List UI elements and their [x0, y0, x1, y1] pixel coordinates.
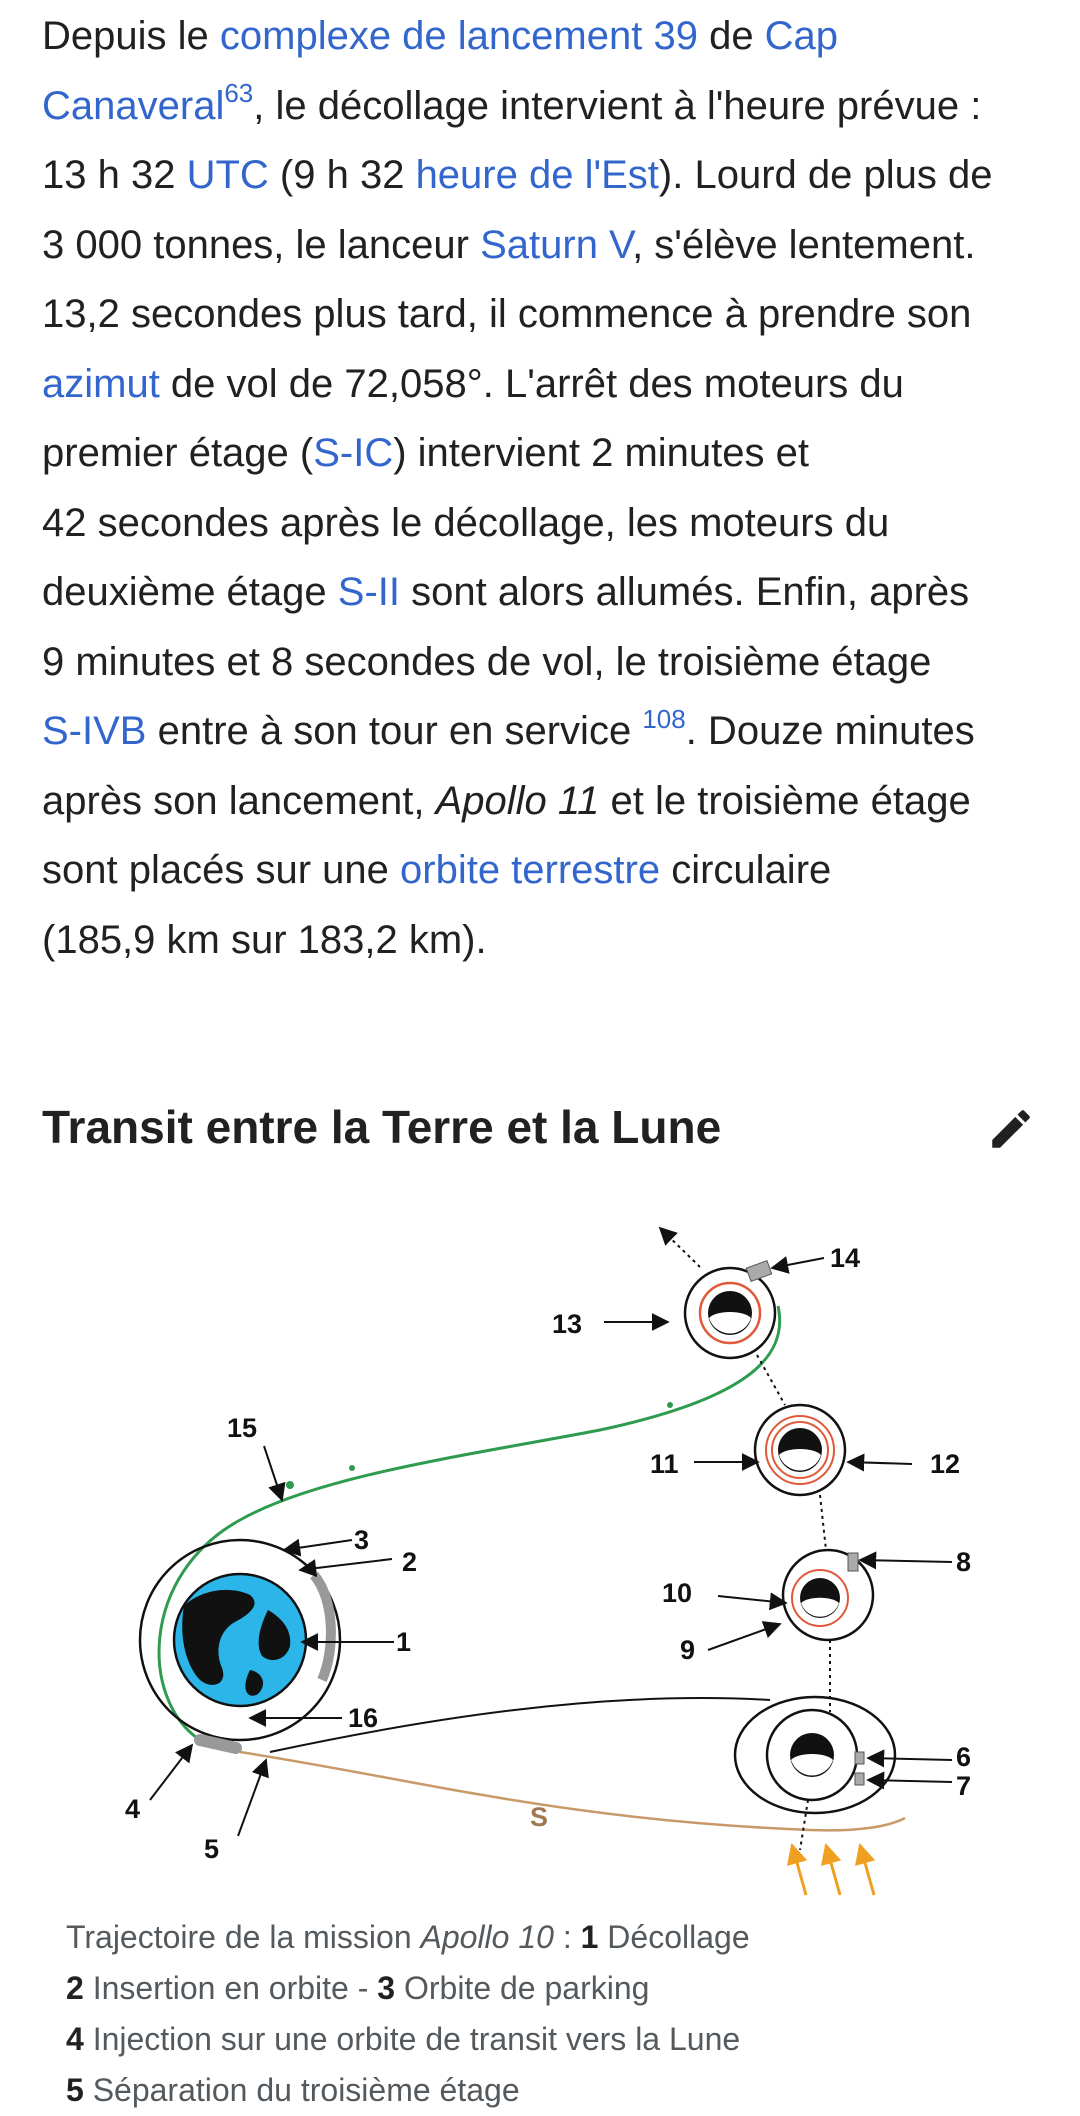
- trajectory-diagram: [100, 1206, 980, 1906]
- text: 13,2 secondes plus tard, il commence à prendre son: [42, 292, 972, 336]
- moon-position-8-10: [783, 1550, 873, 1640]
- label-9: 9: [680, 1635, 696, 1665]
- paragraph-line: [42, 350, 1042, 420]
- link-saturn-v[interactable]: Saturn V: [480, 222, 633, 267]
- caption-number: 1: [580, 1919, 599, 1955]
- paragraph-line: [42, 280, 1042, 350]
- label-1: 1: [396, 1627, 412, 1657]
- text: après son lancement,: [42, 778, 436, 823]
- reference-108[interactable]: 108: [642, 703, 686, 734]
- section-heading[interactable]: Transit entre la Terre et la Lune: [42, 1101, 722, 1153]
- link-s-ii[interactable]: S-II: [337, 570, 400, 614]
- moon-position-13: [685, 1261, 775, 1358]
- text: 9 minutes et 8 secondes de vol, le troisième étage: [42, 639, 932, 684]
- text: 13 h 32: [42, 153, 187, 197]
- link-azimut[interactable]: azimut: [42, 361, 160, 406]
- moon-position-11-12: [755, 1405, 845, 1495]
- text: Décollage: [598, 1919, 750, 1955]
- caption-number: 4: [66, 2021, 84, 2057]
- text: de vol de 72,058°. L'arrêt des moteurs du: [159, 361, 904, 406]
- text: (9 h 32: [268, 153, 416, 197]
- link-complexe-de-lancement-39[interactable]: complexe de lancement 39: [219, 14, 698, 58]
- caption-line: [66, 2014, 1026, 2065]
- caption-number: 3: [377, 1970, 396, 2006]
- label-8: 8: [956, 1547, 972, 1577]
- text: , le décollage intervient à l'heure prévue :: [253, 83, 982, 128]
- paragraph-line: [42, 558, 1042, 628]
- text: ). Lourd de plus de: [658, 153, 993, 197]
- trajectory-figure[interactable]: [100, 1206, 980, 1906]
- label-6: 6: [956, 1742, 972, 1772]
- paragraph-line: [42, 836, 1042, 906]
- text: et le troisième étage: [599, 778, 971, 823]
- caption-line: [66, 2065, 1026, 2116]
- article-paragraph: [42, 0, 1042, 975]
- text: de: [697, 14, 765, 58]
- text: Trajectoire de la mission: [66, 1919, 421, 1955]
- text: . Douze minutes: [685, 709, 975, 753]
- label-4: 4: [125, 1794, 141, 1824]
- paragraph-line: [42, 141, 1042, 211]
- link-utc[interactable]: UTC: [186, 153, 269, 197]
- translunar-trajectory: [270, 1698, 770, 1752]
- text: 42 secondes après le décollage, les moteurs du: [42, 500, 890, 545]
- label-7: 7: [956, 1771, 972, 1801]
- label-5: 5: [204, 1834, 220, 1864]
- text: ) intervient 2 minutes et: [393, 431, 809, 475]
- paragraph-line: [42, 211, 1042, 281]
- label-14: 14: [830, 1243, 861, 1273]
- text: Injection sur une orbite de transit vers la Lune: [83, 2021, 741, 2057]
- caption-line: [66, 1963, 1026, 2014]
- link-cap-canaveral-part2[interactable]: Canaveral: [42, 83, 225, 128]
- paragraph-line: [42, 697, 1042, 767]
- paragraph-line: [42, 2, 1042, 72]
- label-13: 13: [552, 1309, 583, 1339]
- reference-63[interactable]: 63: [224, 78, 254, 109]
- text: entre à son tour en service: [146, 709, 643, 753]
- departure-arrow: [660, 1228, 700, 1267]
- emphasis-apollo-10: Apollo 10: [420, 1919, 554, 1955]
- earth-icon: [140, 1540, 340, 1748]
- label-3: 3: [354, 1525, 370, 1555]
- link-cap-canaveral-part1[interactable]: Cap: [764, 14, 839, 58]
- paragraph-line: [42, 489, 1042, 559]
- text: circulaire: [660, 848, 832, 892]
- paragraph-line: [42, 72, 1042, 142]
- text: sont placés sur une: [42, 848, 400, 892]
- label-11: 11: [650, 1449, 679, 1479]
- caption-line: [66, 1912, 1026, 1963]
- link-s-ivb[interactable]: S-IVB: [42, 709, 147, 753]
- label-12: 12: [930, 1449, 961, 1479]
- text: sont alors allumés. Enfin, après: [400, 570, 970, 614]
- caption-number: 2: [66, 1970, 84, 2006]
- text: 3 000 tonnes, le lanceur: [42, 222, 481, 267]
- figure-caption: [66, 1912, 1026, 2116]
- text: Séparation du troisième étage: [83, 2072, 520, 2108]
- paragraph-line: [42, 767, 1042, 837]
- label-s: S: [530, 1802, 549, 1832]
- moon-position-6-7: [735, 1697, 895, 1813]
- text: premier étage (: [42, 431, 314, 475]
- link-orbite-terrestre[interactable]: orbite terrestre: [400, 848, 661, 892]
- label-16: 16: [348, 1703, 379, 1733]
- paragraph-line: [42, 628, 1042, 698]
- link-s-ic[interactable]: S-IC: [313, 431, 394, 475]
- text: (185,9 km sur 183,2 km).: [42, 917, 487, 962]
- emphasis-apollo-11: Apollo 11: [435, 778, 600, 823]
- text: Insertion en orbite -: [83, 1970, 378, 2006]
- text: deuxième étage: [42, 570, 338, 614]
- caption-number: 5: [66, 2072, 84, 2108]
- pencil-icon[interactable]: [986, 1104, 1036, 1154]
- link-heure-de-l-est[interactable]: heure de l'Est: [415, 153, 659, 197]
- label-2: 2: [402, 1547, 418, 1577]
- text: :: [553, 1919, 581, 1955]
- sunlight-arrows: [792, 1845, 874, 1895]
- paragraph-line: [42, 419, 1042, 489]
- label-15: 15: [227, 1413, 258, 1443]
- label-10: 10: [662, 1578, 693, 1608]
- text: Orbite de parking: [395, 1970, 650, 2006]
- paragraph-line: [42, 906, 1042, 976]
- text: , s'élève lentement.: [632, 222, 976, 267]
- text: Depuis le: [42, 14, 220, 58]
